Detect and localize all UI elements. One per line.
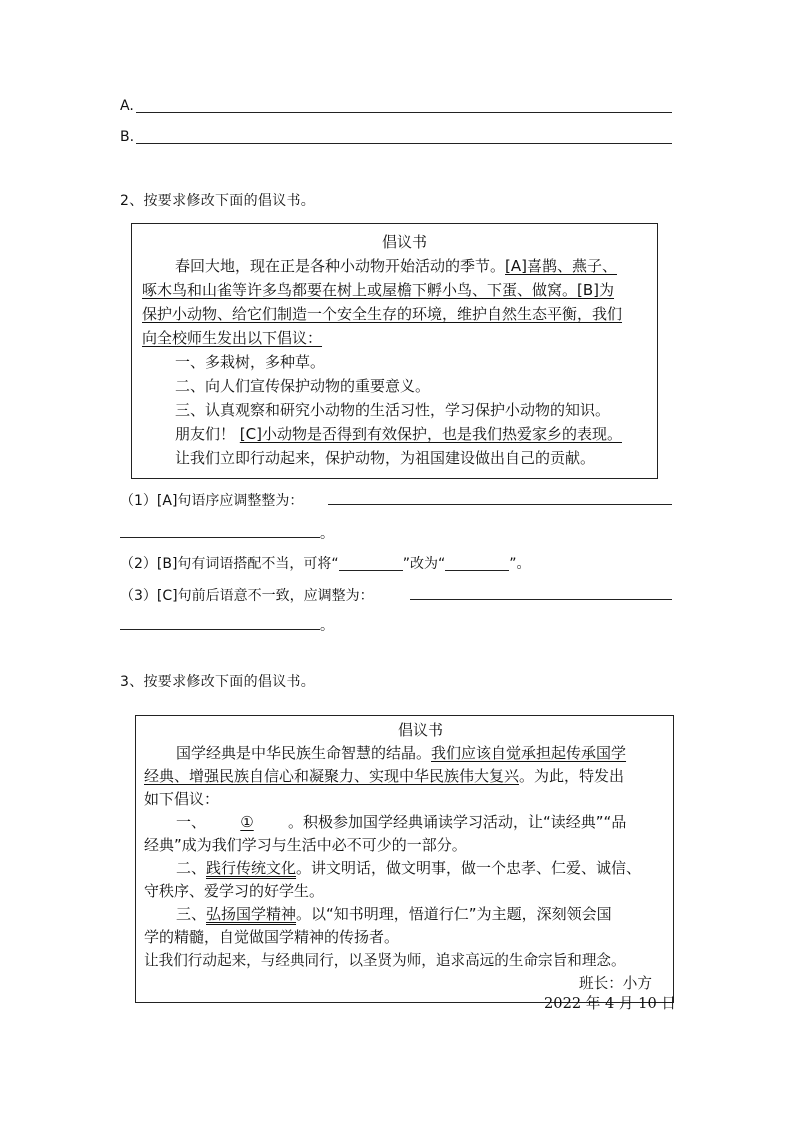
q2-sub-3-answer-line[interactable] xyxy=(410,599,672,600)
q2-sub-2 xyxy=(120,553,530,573)
q3-line-7: 守秩序、爱学习的好学生。 xyxy=(144,882,325,900)
q2-point-2: 二、向人们宣传保护动物的重要意义。 xyxy=(175,377,431,395)
q3-point-2-label: 二、 xyxy=(176,859,207,877)
q2-sub-2-end-text: ”。 xyxy=(509,556,531,572)
q3-line-4-text: 。积极参加国学经典诵读学习活动，让“读经典”“品 xyxy=(288,813,627,831)
q3-line-2-text: 。为此，特发出 xyxy=(519,767,625,785)
q3-point-3-heading: 弘扬国学精神 xyxy=(206,905,297,923)
q2-sub-2-mid-text: ”改为“ xyxy=(402,556,446,572)
q2-point-1: 一、多栽树，多种草。 xyxy=(175,353,326,371)
q2-sub-3-period: 。 xyxy=(320,618,334,634)
q3-point-1-label: 一、 xyxy=(176,813,207,831)
q2-sentence-b-marker: [B]为 xyxy=(577,281,615,299)
q2-line-3: 保护小动物、给它们制造一个安全生存的环境，维护自然生态平衡，我们 xyxy=(142,305,623,323)
option-a-answer-line[interactable] xyxy=(136,112,672,113)
q3-line-9: 学的精髓，自觉做国学精神的传扬者。 xyxy=(144,928,400,946)
q3-underlined-end: 经典、增强民族自信心和凝聚力、实现中华民族伟大复兴 xyxy=(144,767,520,785)
q3-closing: 让我们行动起来，与经典同行，以圣贤为师，追求高远的生命宗旨和理念。 xyxy=(144,952,626,969)
q2-sub-1-answer-line[interactable] xyxy=(328,504,672,505)
q2-sub-1: （1）[A]句语序应调整整为： xyxy=(120,493,304,509)
q2-sentence-a-start: [A]喜鹊、燕子、 xyxy=(505,257,617,275)
option-b-label: B. xyxy=(120,129,135,145)
q3-line-6-text: 。讲文明话，做文明事，做一个忠孝、仁爱、诚信、 xyxy=(296,859,642,877)
option-a-label: A. xyxy=(120,98,134,114)
q2-sentence-c: [C]小动物是否得到有效保护，也是我们热爱家乡的表现。 xyxy=(239,425,622,443)
q2-sub-2-blank-2[interactable] xyxy=(445,554,509,571)
q2-sub-2-blank-1[interactable] xyxy=(339,554,403,571)
q3-signature: 班长：小方 xyxy=(579,975,652,992)
q3-line-8-text: 。以“知书明理，悟道行仁”为主题，深刻领会国 xyxy=(296,905,612,923)
q2-proposal-heading: 倡议书 xyxy=(382,233,428,251)
q2-line-1-text: 春回大地，现在正是各种小动物开始活动的季节。 xyxy=(175,257,506,275)
q2-closing: 让我们立即行动起来，保护动物，为祖国建设做出自己的贡献。 xyxy=(175,449,596,467)
q3-line-3: 如下倡议： xyxy=(144,790,220,808)
q2-line-friends xyxy=(175,423,622,447)
q3-line-2 xyxy=(144,765,624,789)
q2-sub-1-answer-line-2[interactable] xyxy=(120,537,320,538)
q3-line-8 xyxy=(176,903,612,927)
q3-line-6 xyxy=(176,857,641,881)
q3-blank-1[interactable]: ① xyxy=(240,813,254,831)
q2-sub-2-text: （2）[B]句有词语搭配不当，可将“ xyxy=(120,556,339,572)
q3-date: 2022 年 4 月 10 日 xyxy=(544,995,676,1012)
q2-sub-3-answer-line-2[interactable] xyxy=(120,629,320,630)
q2-proposal-box xyxy=(131,223,658,479)
q3-proposal-box xyxy=(135,715,676,1012)
q3-point-2-heading: 践行传统文化 xyxy=(206,859,297,877)
q2-sub-3: （3）[C]句前后语意不一致，应调整为： xyxy=(120,588,374,604)
q3-line-1 xyxy=(176,742,626,766)
q2-sentence-a-end: 啄木鸟和山雀等许多鸟都要在树上或屋檐下孵小鸟、下蛋、做窝。 xyxy=(142,281,578,299)
q3-line-5: 经典”成为我们学习与生活中必不可少的一部分。 xyxy=(144,836,467,854)
q3-point-3-label: 三、 xyxy=(176,905,207,923)
q3-line-4 xyxy=(176,811,626,835)
q2-point-3: 三、认真观察和研究小动物的生活习性，学习保护小动物的知识。 xyxy=(175,401,611,419)
q2-friends-text: 朋友们！ xyxy=(175,425,236,443)
q3-proposal-heading: 倡议书 xyxy=(398,721,444,739)
option-b-answer-line[interactable] xyxy=(136,143,672,144)
q2-sub-1-period: 。 xyxy=(320,526,334,542)
q3-line-1-text: 国学经典是中华民族生命智慧的结晶。 xyxy=(176,744,432,762)
q2-line-2 xyxy=(142,279,614,303)
q2-line-1 xyxy=(175,255,617,279)
q2-line-4: 向全校师生发出以下倡议： xyxy=(142,329,323,347)
question-2-title: 2、按要求修改下面的倡议书。 xyxy=(120,193,316,209)
question-3-title: 3、按要求修改下面的倡议书。 xyxy=(120,674,316,690)
q3-underlined-start: 我们应该自觉承担起传承国学 xyxy=(431,744,627,762)
